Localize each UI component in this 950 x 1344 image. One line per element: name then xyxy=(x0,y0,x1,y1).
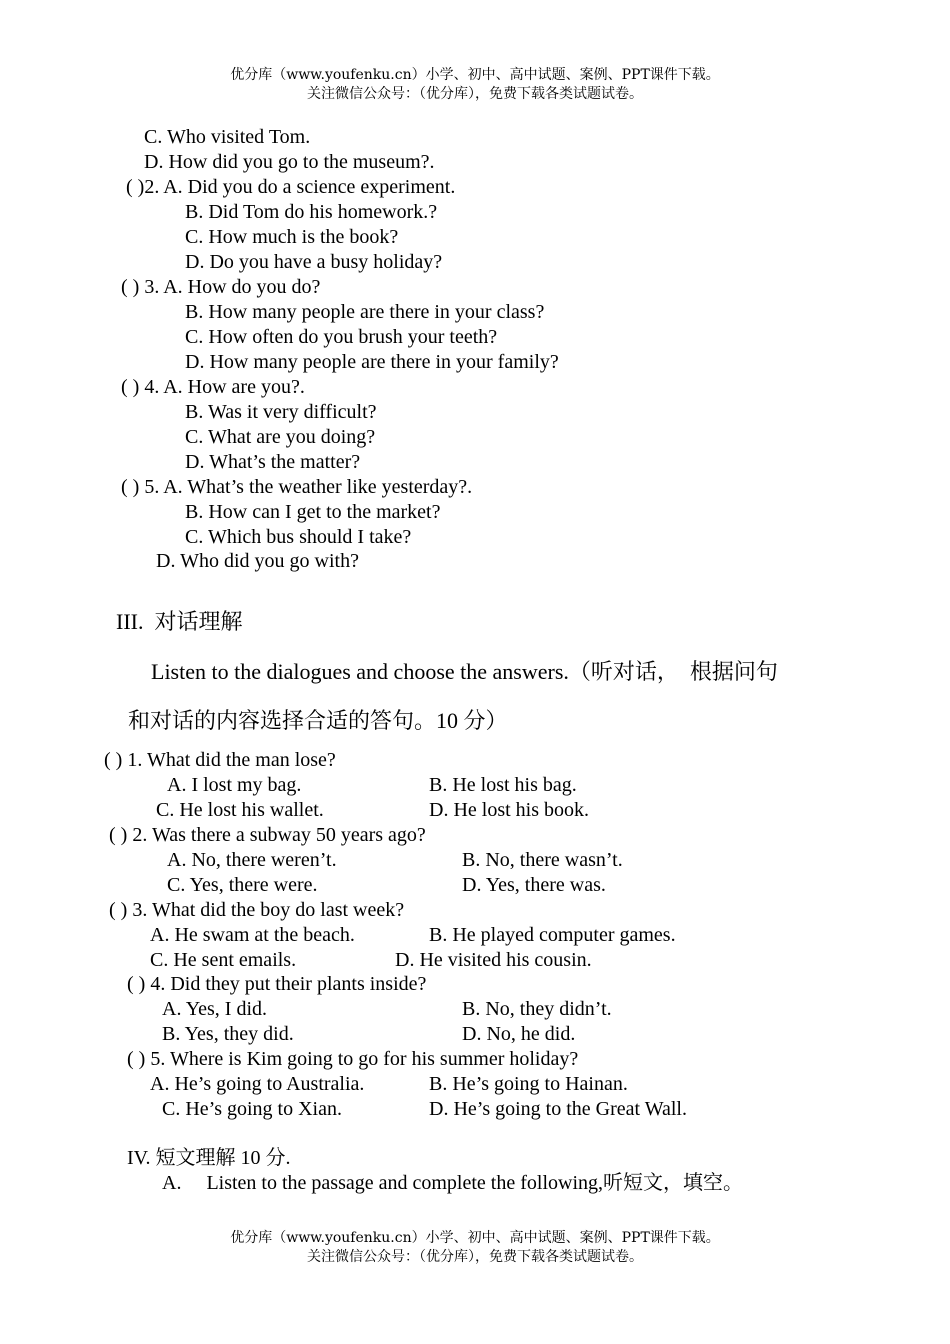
s3-q3-question: ( ) 3. What did the boy do last week? xyxy=(109,899,405,921)
s3-q3-option-b: B. He played computer games. xyxy=(429,924,676,946)
section-3-heading: III. 对话理解 xyxy=(116,609,243,634)
s2-q3-option-c: C. How often do you brush your teeth? xyxy=(185,326,498,348)
s3-q3-option-c: C. He sent emails. xyxy=(150,949,297,971)
footer-line-2: 关注微信公众号：（优分库），免费下载各类试题试卷。 xyxy=(307,1249,643,1265)
s3-q5-question: ( ) 5. Where is Kim going to go for his summer holiday? xyxy=(127,1048,579,1070)
s3-q2-option-b: B. No, there wasn’t. xyxy=(462,849,623,871)
s3-q1-option-a: A. I lost my bag. xyxy=(167,774,302,796)
s3-q3-option-d: D. He visited his cousin. xyxy=(395,949,592,971)
s2-q3-option-d: D. How many people are there in your family? xyxy=(185,351,559,373)
s3-q3-option-a: A. He swam at the beach. xyxy=(150,924,355,946)
s3-q5-option-a: A. He’s going to Australia. xyxy=(150,1073,365,1095)
s2-q2-option-c: C. How much is the book? xyxy=(185,226,399,248)
s2-q4-option-d: D. What’s the matter? xyxy=(185,451,361,473)
s2-q5-option-a: ( ) 5. A. What’s the weather like yesterday?. xyxy=(121,476,473,498)
s2-q2-option-a: ( )2. A. Did you do a science experiment. xyxy=(126,176,456,198)
s2-q1-option-c: C. Who visited Tom. xyxy=(144,126,311,148)
s3-q2-option-a: A. No, there weren’t. xyxy=(167,849,337,871)
s3-q5-option-d: D. He’s going to the Great Wall. xyxy=(429,1098,687,1120)
s2-q5-option-d: D. Who did you go with? xyxy=(156,550,359,572)
s3-q4-option-c: B. Yes, they did. xyxy=(162,1023,294,1045)
s2-q2-option-b: B. Did Tom do his homework.? xyxy=(185,201,438,223)
s2-q3-option-b: B. How many people are there in your class? xyxy=(185,301,545,323)
header-line-1: 优分库（www.youfenku.cn）小学、初中、高中试题、案例、PPT课件下载。 xyxy=(230,67,720,83)
s3-q2-option-d: D. Yes, there was. xyxy=(462,874,606,896)
section-3-instruction-line-1: Listen to the dialogues and choose the answers.（听对话， 根据问句 xyxy=(151,659,778,684)
footer-line-1: 优分库（www.youfenku.cn）小学、初中、高中试题、案例、PPT课件下载。 xyxy=(230,1230,720,1246)
s3-q2-question: ( ) 2. Was there a subway 50 years ago? xyxy=(109,824,426,846)
s3-q1-option-d: D. He lost his book. xyxy=(429,799,589,821)
s3-q5-option-b: B. He’s going to Hainan. xyxy=(429,1073,628,1095)
s3-q1-option-c: C. He lost his wallet. xyxy=(156,799,324,821)
s3-q5-option-c: C. He’s going to Xian. xyxy=(162,1098,342,1120)
s2-q3-option-a: ( ) 3. A. How do you do? xyxy=(121,276,321,298)
s2-q4-option-c: C. What are you doing? xyxy=(185,426,376,448)
s2-q5-option-c: C. Which bus should I take? xyxy=(185,526,412,548)
s2-q4-option-a: ( ) 4. A. How are you?. xyxy=(121,376,305,398)
s3-q1-option-b: B. He lost his bag. xyxy=(429,774,577,796)
section-4-part-a: A. Listen to the passage and complete the following,听短文，填空。 xyxy=(162,1172,744,1194)
s3-q4-option-a: A. Yes, I did. xyxy=(162,998,268,1020)
s3-q1-question: ( ) 1. What did the man lose? xyxy=(104,749,336,771)
s2-q1-option-d: D. How did you go to the museum?. xyxy=(144,151,435,173)
section-4-heading: IV. 短文理解 10 分. xyxy=(127,1147,291,1169)
s2-q2-option-d: D. Do you have a busy holiday? xyxy=(185,251,443,273)
s3-q4-question: ( ) 4. Did they put their plants inside? xyxy=(127,973,427,995)
page-footer xyxy=(0,1229,950,1267)
s2-q5-option-b: B. How can I get to the market? xyxy=(185,501,441,523)
s3-q4-option-d: D. No, he did. xyxy=(462,1023,576,1045)
s2-q4-option-b: B. Was it very difficult? xyxy=(185,401,377,423)
s3-q4-option-b: B. No, they didn’t. xyxy=(462,998,612,1020)
page-header xyxy=(0,66,950,104)
section-3-instruction-line-2: 和对话的内容选择合适的答句。10 分） xyxy=(128,708,508,733)
s3-q2-option-c: C. Yes, there were. xyxy=(167,874,318,896)
header-line-2: 关注微信公众号：（优分库），免费下载各类试题试卷。 xyxy=(307,86,643,102)
